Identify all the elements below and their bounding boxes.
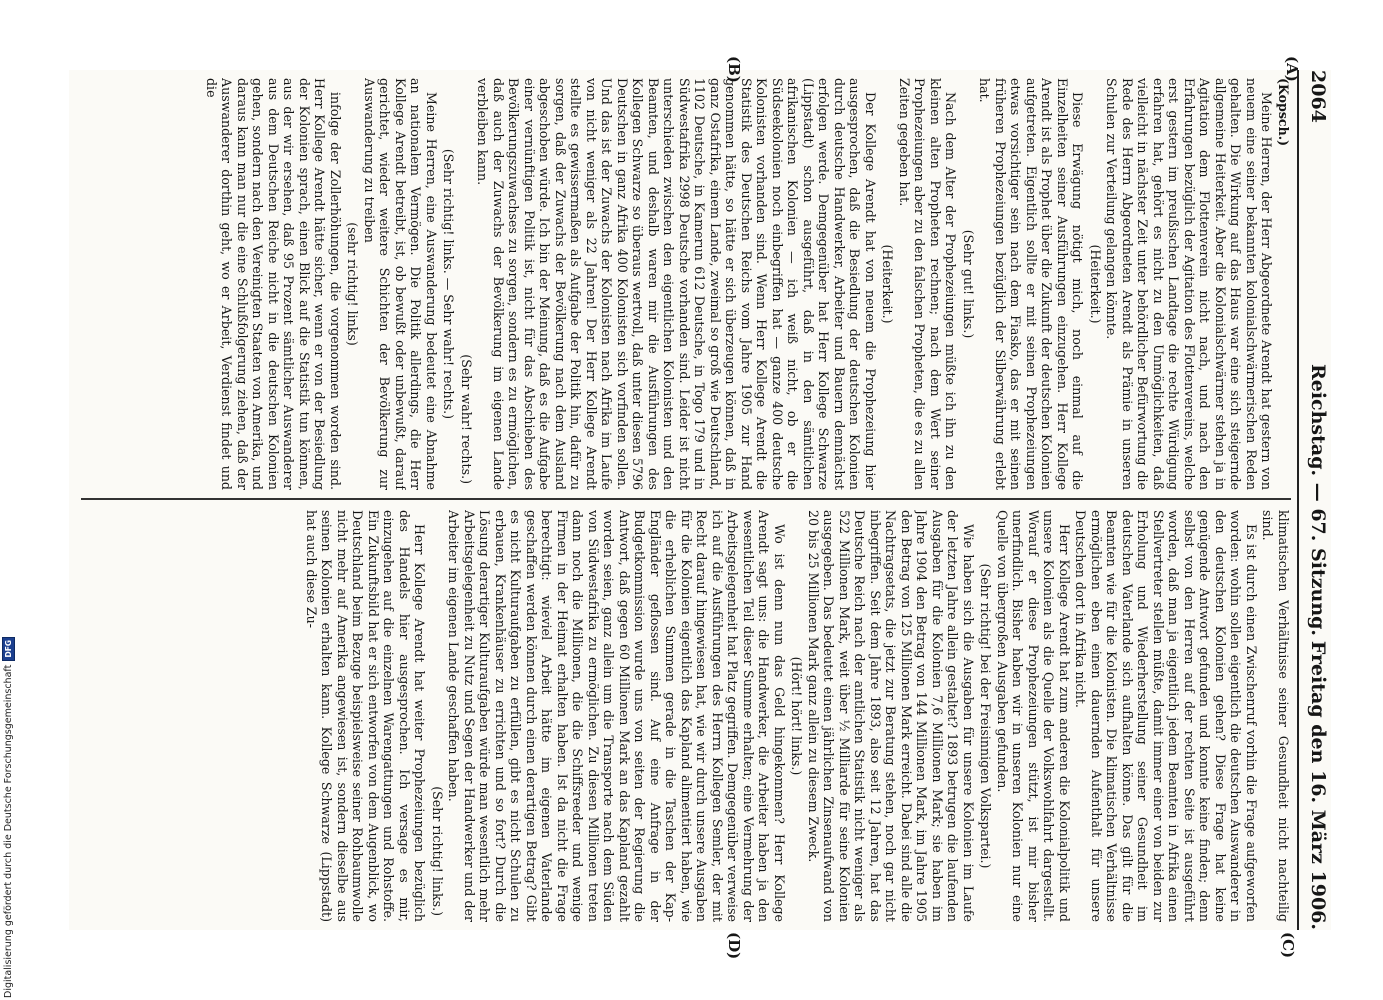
- paragraph: infolge der Zollerhöhungen, die vorgenommen worden sind. Herr Kollege Arendt hätte sicher, wenn er von der Besiedlung der Kolonien sprach, einen Blick auf die Statistik tun können, aus der wir ersehen, daß 95 Prozent sämtlicher Auswanderer aus dem Deutschen Reiche nicht in die deutschen Kolonien gehen, sondern nach den Vereinigten Staaten von Amerika, und daraus kann man nur die eine Schlußfolgerung ziehen, daß der Auswanderer dorthin geht, wo er Arbeit, Verdienst findet und die: [204, 78, 343, 490]
- interjection: (Sehr richtig! links. — Sehr wahr! rechts.): [441, 148, 457, 420]
- paragraph: klimatischen Verhältnisse seiner Gesundheit nicht nachteilig sind.: [1260, 510, 1291, 922]
- dfg-logo: DFG: [2, 637, 15, 661]
- page-number: 2064: [1307, 70, 1329, 123]
- paragraph: Meine Herren, der Herr Abgeordnete Arendt hat gestern von neuem eine seiner bekannten kolonialschwärmerischen Reden gehalten. Die Wirkung auf das Haus war eine sich steigernde allgemeine Heiterkeit. Aber die Kolonialschwärmer stehen ja in Agitation dem Flottenverein nicht nach, und nach den Erfahrungen bezüglich der Agitation des Flottenvereins, welche erst gestern im preußischen Landtage die rechte Würdigung erfahren hat, gehört es nicht zu den Unmöglichkeiten, daß vielleicht in nächster Zeit unter behördlicher Befürwortung die Rede des Herrn Abgeordneten Arendt als Prämie in unseren Schulen zur Verteilung gelangen könnte.: [1104, 78, 1275, 490]
- session-title: Reichstag. — 67. Sitzung.: [1307, 363, 1329, 637]
- paragraph: Diese Erwägung nötigt mich, noch einmal auf die Einzelheiten seiner Ausführungen einzugehen. Herr Kollege Arendt ist als Prophet über die Zukunft der deutschen Kolonien aufgetreten. Eigentlich sollte er mit seinen Prophezeiungen etwas vorsichtiger sein nach dem Fiasko, das er mit seinen früheren Prophezeiungen bezüglich der Silberwährung erlebt hat.: [977, 78, 1086, 490]
- margin-marker-b: (B): [725, 56, 743, 83]
- paragraph: Wie haben sich die Ausgaben für unsere Kolonien im Laufe der letzten Jahre allein gestaltet? 1893 betrugen die laufenden Ausgaben für die Kolonien 7,6 Millionen Mark; sie haben im Jahre 1904 den Betrag von 144 Millionen Mark, im Jahre 1905 den Betrag von 125 Millionen Mark erreicht. Dabei sind alle die Nachtragsetats, die jetzt zur Beratung stehen, noch gar nicht inbegriffen. Seit dem Jahre 1893, also seit 12 Jahren, hat das Deutsche Reich nach der amtlichen Statistik nicht weniger als 522 Millionen Mark, weit über ½ Milliarde für seine Kolonien ausgegeben. Das bedeutet einen jährlichen Zinsenaufwand von 20 bis 25 Millionen Mark ganz allein zu diesem Zweck.: [806, 510, 976, 922]
- interjection: (Sehr wahr! rechts.): [459, 354, 474, 484]
- interjection: (Sehr gut! links.): [961, 229, 976, 339]
- page-header: [1301, 70, 1331, 930]
- column-divider: [81, 498, 1291, 500]
- interjection: (sehr richtig! links): [345, 222, 361, 346]
- left-column: [81, 78, 1291, 490]
- interjection: (Sehr richtig! bei der Freisinnigen Volkspartei.): [978, 563, 994, 869]
- digitization-credit: [2, 637, 15, 998]
- interjection: (Heiterkeit.): [1088, 244, 1103, 324]
- paragraph: Es ist durch einen Zwischenruf vorhin die Frage aufgeworfen worden: wohin sollen eigentlich die deutschen Auswanderer in den deutschen Kolonien gehen? Diese Frage hat keine genügende Antwort gefunden und konnte keine finden; denn selbst von den Herren auf der rechten Seite ist ausgeführt worden, daß man ja eigentlich jedem Beamten in Afrika einen Stellvertreter stellen müßte, damit immer einer von beiden zur Erholung und Wiederherstellung seiner Gesundheit im deutschen Vaterlande sich aufhalten könne. Das gilt für die Beamten wie für die Kolonisten. Die klimatischen Verhältnisse ermöglichen eben einen dauernden Aufenthalt für unsere Deutschen dort in Afrika nicht.: [1073, 510, 1259, 922]
- speaker-label: (Kopsch.): [1276, 78, 1291, 147]
- paragraph: Nach dem Alter der Prophezeiungen müßte ich ihn zu den kleinen alten Propheten rechnen; nach dem Wert seiner Prophezeiungen aber zu den falschen Propheten, die es zu allen Zeiten gegeben hat.: [897, 78, 959, 490]
- paragraph: Der Kollege Arendt hat von neuem die Prophezeiung hier ausgesprochen, daß die Besiedlung der deutschen Kolonien durch deutsche Handwerker, Arbeiter und Bauern demnächst erfolgen werde. Demgegenüber hat Herr Kollege Schwarze (Lippstadt) schon ausgeführt, daß in den sämtlichen afrikanischen Kolonien — ich weiß nicht, ob er die Südseekolonien noch einbegriffen hat — ganze 400 deutsche Kolonisten vorhanden sind. Wenn Herr Kollege Arendt die Statistik des Deutschen Reichs vom Jahre 1905 zur Hand genommen hätte, so hätte er sich überzeugen können, daß in ganz Ostafrika, einem Lande, zweimal so groß wie Deutschland, 1102 Deutsche, in Kamerun 612 Deutsche, in Togo 179 und in Südwestafrika 2998 Deutsche vorhanden sind. Leider ist nicht unterschieden zwischen den eigentlichen Kolonisten und den Beamten, und deshalb waren mir die Ausführungen des Kollegen Schwarze so überaus wertvoll, daß unter diesen 5796 Deutschen in ganz Afrika 400 Kolonisten sich vorfinden sollen. Und das ist der Zuwachs der Kolonisten nach Afrika im Laufe von nicht weniger als 22 Jahren! Der Herr Kollege Arendt stellte es gewissermaßen als Aufgabe der Politik hin, dafür zu sorgen, daß der Zuwachs der Bevölkerung nach dem Ausland abgeschoben würde. Ich bin der Meinung, daß es die Aufgabe einer vernünftigen Politik ist, nicht für das Abschieben des Bevölkerungszuwachses zu sorgen, sondern es zu ermöglichen, daß auch der Zuwachs der Bevölkerung im eigenen Lande verbleiben kann.: [475, 78, 878, 490]
- paragraph: Herr Kollege Arendt hat weiter Prophezeiungen bezüglich des Handels hier ausgesprochen. Ich versage es mir, einzugehen auf die einzelnen Warengattungen und Rohstoffe. Ein Zukunftsbild hat er sich entworfen von dem Augenblick, wo Deutschland beim Bezuge beispielsweise seiner Rohbaumwolle nicht mehr auf Amerika angewiesen ist, sondern dieselbe aus seinen Kolonien erhalten kann. Kollege Schwarze (Lippstadt) hat auch diese Zu-: [304, 510, 428, 922]
- scanned-page: [69, 56, 1331, 960]
- right-column-body: [304, 510, 1292, 922]
- margin-marker-a: (A): [1283, 56, 1301, 82]
- session-date: Freitag den 16. März 1906.: [1307, 640, 1329, 930]
- left-column-body: [204, 78, 1275, 490]
- credit-text: Digitalisierung gefördert durch die Deutsche Forschungsgemeinschaft: [3, 664, 14, 998]
- paragraph: Wo ist denn nun das Geld hingekommen? Herr Kollege Arendt sagt uns: die Handwerker, die Arbeiter haben ja den wesentlichen Teil dieser Summe erhalten; eine Vermehrung der Arbeitsgelegenheit hat Platz gegriffen. Demgegenüber verweise ich auf die Ausführungen des Herrn Kollegen Semler, der mit Recht darauf hingewiesen hat, wie wir durch unsere Ausgaben für die Kolonien eigentlich das Kapland alimentiert haben, wie die erheblichen Summen gerade in die Taschen der Kap-Engländer geflossen sind. Auf eine Anfrage in der Budgetkommission wurde uns von seiten der Regierung die Antwort, daß gegen 60 Millionen Mark an das Kapland gezahlt worden seien, ganz allein um die Transporte nach dem Süden von Südwestafrika zu ermöglichen. Zu diesen Millionen treten dann noch die Millionen, die die Schiffsreeder und wenige Firmen in der Heimat erhalten haben. Ist da nicht die Frage berechtigt: wieviel Arbeit hätte im eigenen Vaterlande geschaffen werden können durch einen derartigen Betrag? Gibt es nicht Kulturaufgaben zu erfüllen, gibt es nicht Schulen zu erbauen, Krankenhäuser zu errichten und so fort? Durch die Lösung derartiger Kulturaufgaben würde man wesentlich mehr Arbeitsgelegenheit zu Nutz und Segen der Handwerker und der Arbeiter im eigenen Lande geschaffen haben.: [446, 510, 787, 922]
- paragraph: Meine Herren, eine Auswanderung bedeutet eine Abnahme an nationalem Vermögen. Die Politik allerdings, die Herr Kollege Arendt betreibt, ist, ob bewußt oder unbewußt, darauf gerichtet, wieder weitere Schichten der Bevölkerung zur Auswanderung zu treiben: [362, 78, 439, 490]
- header-rule: [1297, 70, 1299, 930]
- paragraph: Herr Kollege Arendt hat zum anderen die Kolonialpolitik und unsere Kolonien als die Quelle der Volkswohlfahrt dargestellt. Worauf er diese Prophezeiungen stützt, ist mir bisher unerfindlich. Bisher haben wir in unseren Kolonien nur eine Quelle von übergroßen Ausgaben gefunden.: [995, 510, 1072, 922]
- interjection: (Sehr richtig! links.): [430, 786, 445, 916]
- right-column: [81, 510, 1291, 922]
- interjection: (Heiterkeit.): [880, 244, 896, 324]
- margin-marker-c: (C): [1279, 932, 1297, 959]
- interjection: (Hört! hört! links.): [789, 656, 805, 776]
- margin-marker-d: (D): [725, 932, 743, 960]
